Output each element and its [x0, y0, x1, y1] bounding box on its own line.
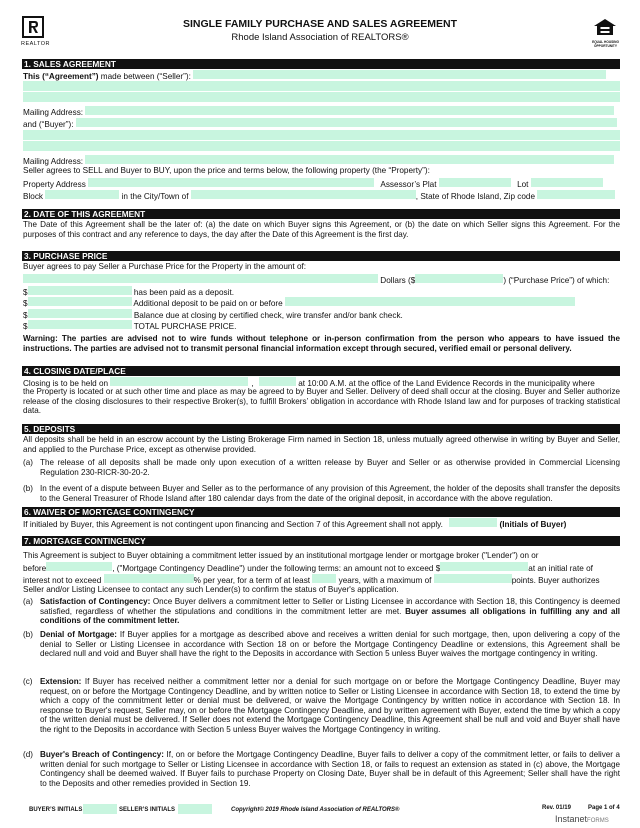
- additional-deposit-row: [23, 297, 620, 309]
- item-d-label: (d): [23, 750, 33, 759]
- additional-deposit-date-field[interactable]: [285, 297, 575, 306]
- dollars-label: Dollars ($: [380, 276, 416, 285]
- item-a-text: [40, 597, 620, 626]
- waiver-initials-label: (Initials of Buyer): [499, 520, 567, 529]
- breach-text: If, on or before the Mortgage Contingency Deadline, Buyer fails to deliver a copy of the commitment letter, or fails to deliver a written denial for such mortgage to Seller or Listing Licensee in accordance with Section 18, or fails to request an extension as stated in (c) above, the Mortgage Contingency shall be deemed waived. If Buyer fails to purchase Property on Closing Date, Buyer shall be in default of this Agreement; Seller shall have the right to the Deposits and other remedies provided in Section 19.: [40, 750, 621, 788]
- item-a-text: The release of all deposits shall be made only upon execution of a written release by Buyer and Seller or as otherwise provided in Commercial Licensing Regulation 230-RICR-30-20-2.: [40, 458, 620, 477]
- closing-comma: ,: [251, 379, 254, 388]
- seller-label: made between (“Seller”):: [98, 72, 191, 81]
- section-6-heading: 6. WAIVER OF MORTGAGE CONTINGENCY: [22, 507, 620, 517]
- waiver-text: If initialed by Buyer, this Agreement is not contingent upon financing and Section 7 of this Agreement shall not apply.: [23, 520, 443, 529]
- section-7-heading: 7. MORTGAGE CONTINGENCY: [22, 536, 620, 546]
- form-title: SINGLE FAMILY PURCHASE AND SALES AGREEMENT: [182, 18, 457, 30]
- instanet-logo-b: FORMS: [587, 818, 609, 824]
- initial-rate-label: at an initial rate of: [528, 564, 593, 573]
- mortgage-item-b: [23, 630, 620, 659]
- seller-mailing-label: Mailing Address:: [23, 108, 84, 117]
- deposits-item-b: [23, 484, 620, 503]
- plat-field[interactable]: [439, 178, 511, 187]
- revision: Rev. 01/19: [542, 805, 571, 811]
- item-b-label: (b): [23, 630, 33, 639]
- buyer-label: and (“Buyer”):: [23, 120, 74, 129]
- extension-title: Extension:: [40, 677, 82, 686]
- sellers-initials-label: SELLER’S INITIALS: [119, 807, 176, 813]
- balance-field[interactable]: [28, 309, 132, 318]
- buyer-name-field[interactable]: [76, 118, 617, 127]
- buyer-row: [23, 118, 620, 130]
- mortgage-authorize-text: Seller and/or Listing Licensee to contact any such Lender(s) to confirm the status of Buyer's application.: [23, 585, 399, 594]
- property-address-label: Property Address: [23, 180, 86, 189]
- lot-field[interactable]: [531, 178, 603, 187]
- closing-year-field[interactable]: [259, 377, 296, 386]
- mortgage-deadline-field[interactable]: [46, 562, 112, 571]
- section-4-heading: 4. CLOSING DATE/PLACE: [22, 366, 620, 376]
- deposit-label: has been paid as a deposit.: [133, 288, 234, 297]
- item-a-label: (a): [23, 597, 33, 606]
- block-row: [23, 190, 620, 202]
- before-label: before: [23, 564, 47, 573]
- city-field[interactable]: [191, 190, 416, 199]
- closing-time-text: at 10:00 A.M. at the office of the Land Evidence Records in the municipality where: [298, 379, 595, 388]
- max-points-field[interactable]: [434, 574, 512, 583]
- agreement-label: This (“Agreement”): [23, 72, 99, 81]
- seller-mailing-row: [23, 106, 620, 118]
- total-row: [23, 320, 620, 332]
- satisfaction-bold: Buyer assumes all obligations in fulfilling any and all conditions of the commitment letter.: [40, 606, 620, 626]
- purchase-price-label: ) (“Purchase Price”) of which:: [503, 276, 610, 285]
- buyers-initials-field[interactable]: [83, 804, 117, 814]
- buyers-initials-label: BUYER’S INITIALS: [29, 807, 83, 813]
- buyer-mailing-field[interactable]: [85, 155, 614, 164]
- city-label: in the City/Town of: [121, 192, 189, 201]
- seller-mailing-field[interactable]: [85, 106, 614, 115]
- denial-text: If Buyer applies for a mortgage as described above and receives a written denial for such mortgage, then, upon delivering a copy of the denial to Seller or Listing Licensee in accordance with Section 18 on or before the Mortgage Contingency Deadline or extensions, this Agreement shall be declared null and void and Buyer shall have the right to the Deposits in accordance with Section 5 unless Buyer waives the mortgage contingency in writing.: [40, 630, 620, 659]
- seller-name-field-2[interactable]: [23, 81, 620, 91]
- loan-amount-field[interactable]: [440, 562, 528, 571]
- instanet-logo-a: Instanet: [555, 814, 588, 824]
- buyer-name-field-3[interactable]: [23, 141, 620, 151]
- purchase-intro: Buyer agrees to pay Seller a Purchase Price for the Property in the amount of:: [23, 262, 307, 271]
- mortgage-item-d: [23, 750, 620, 788]
- total-label: TOTAL PURCHASE PRICE.: [133, 322, 237, 331]
- eho-caption: EQUAL HOUSING OPPORTUNITY: [592, 40, 619, 48]
- section-3-heading: 3. PURCHASE PRICE: [22, 251, 620, 261]
- dollar-sign: $: [23, 299, 28, 308]
- form-subtitle: Rhode Island Association of REALTORS®: [231, 32, 409, 43]
- block-field[interactable]: [45, 190, 119, 199]
- interest-rate-field[interactable]: [104, 574, 194, 583]
- item-a-label: (a): [23, 458, 33, 467]
- extension-text: If Buyer has received neither a commitment letter nor a denial for such mortgage on or before the Mortgage Contingency Deadline, Buyer may request, on or before the Mortgage Contingency Deadline, and by written notice to Seller or Listing Licensee in accordance with Section 18, to extend the time by which a copy of the commitment letter or denial must be delivered, or waive the Mortgage Contingency by written notice in accordance with Section 18. In response to Buyer's request, Seller may, on or before the Mortgage Contingency Deadline, and by written agreement with Buyer, extend the time by which a copy of the written denial must be delivered. If Seller does not extend the Mortgage Contingency Deadline, this Agreement shall be null and void and Buyer shall have the right to the Deposits in accordance with Section 5 unless Buyer waives the Mortgage Contingency in writing.: [40, 677, 620, 734]
- wire-warning: Warning: The parties are advised not to wire funds without telephone or in-person confirmation from the person who appears to have issued the instructions. The parties are advised not to transmit personal financial information except through secured, verified email or personal delivery.: [23, 334, 620, 353]
- deposit-amount-field[interactable]: [28, 286, 132, 295]
- item-b-text: [40, 630, 620, 659]
- points-label: points. Buyer authorizes: [511, 576, 600, 585]
- item-d-text: [40, 750, 620, 788]
- satisfaction-title: Satisfaction of Contingency:: [40, 597, 151, 606]
- per-year-label: % per year, for a term of at least: [193, 576, 311, 585]
- dollar-sign: $: [23, 288, 28, 297]
- price-number-field[interactable]: [415, 274, 503, 283]
- section-2-text: The Date of this Agreement shall be the later of: (a) the date on which Buyer signs this Agreement, or (b) the date on which Seller signs this Agreement. For the purposes of this contract and any reference to days, the day after the Date of this Agreement is the first day.: [23, 220, 620, 239]
- copyright: Copyright© 2019 Rhode Island Association of REALTORS®: [231, 807, 400, 813]
- mortgage-terms-row-1: [23, 562, 620, 574]
- denial-title: Denial of Mortgage:: [40, 630, 117, 639]
- breach-title: Buyer's Breach of Contingency:: [40, 750, 164, 759]
- item-c-label: (c): [23, 677, 33, 686]
- sell-buy-text: Seller agrees to SELL and Buyer to BUY, upon the price and terms below, the following property (the “Property”):: [23, 166, 430, 175]
- balance-label: Balance due at closing by certified check, wire transfer and/or bank check.: [133, 311, 403, 320]
- assessor-plat-label: Assessor’s Plat: [380, 180, 437, 189]
- additional-deposit-field[interactable]: [28, 297, 132, 306]
- section-2-heading: 2. DATE OF THIS AGREEMENT: [22, 209, 620, 219]
- seller-name-field[interactable]: [193, 70, 606, 79]
- term-years-field[interactable]: [312, 574, 336, 583]
- deposits-item-a: [23, 458, 620, 477]
- zip-field[interactable]: [537, 190, 615, 199]
- price-words-field[interactable]: [23, 274, 378, 283]
- waiver-row: [23, 518, 620, 530]
- item-c-text: [40, 677, 620, 735]
- seller-name-field-3[interactable]: [23, 92, 620, 102]
- deposits-text: All deposits shall be held in an escrow account by the Listing Brokerage Firm named in Section 18, unless mutually agreed otherwise in writing by Buyer and Seller, and applied to the Purchase Price, except as otherwise provided.: [23, 435, 620, 454]
- mortgage-intro: This Agreement is subject to Buyer obtaining a commitment letter issued by an institutional mortgage lender or mortgage broker ("Lender") on or: [23, 551, 539, 560]
- dollar-sign: $: [23, 311, 28, 320]
- closing-lead: Closing is to be held on: [23, 379, 109, 388]
- property-address-field[interactable]: [88, 178, 374, 187]
- item-b-text: In the event of a dispute between Buyer and Seller as to the performance of any provision of this Agreement, the holder of the deposits shall transfer the deposits to the General Treasurer of Rhode Island after 180 calendar days from the date of the original deposit, in accordance with the above regulation.: [40, 484, 620, 503]
- equal-housing-icon: [592, 18, 618, 38]
- buyer-name-field-2[interactable]: [23, 130, 620, 140]
- block-label: Block: [23, 192, 44, 201]
- purchase-price-row: [23, 274, 620, 286]
- closing-date-field[interactable]: [110, 377, 248, 386]
- page-number: Page 1 of 4: [588, 805, 620, 811]
- sellers-initials-field[interactable]: [178, 804, 212, 814]
- instanet-logo: [555, 814, 609, 824]
- buyer-mailing-label: Mailing Address:: [23, 157, 84, 166]
- lot-label: Lot: [517, 180, 529, 189]
- property-address-row: [23, 178, 620, 190]
- waiver-initials-field[interactable]: [449, 518, 497, 527]
- closing-text: the Property is located or at such other time and place as may be agreed to by Buyer and Seller. Delivery of deed shall occur at the closing. Buyer and Seller authorize release of the closing disclosures to their respective Broker(s), to fulfill Brokers’ obligation in accordance with Rhode Island law and for purposes of tracking statistical data.: [23, 387, 620, 416]
- state-zip-label: , State of Rhode Island, Zip code: [415, 192, 536, 201]
- section-5-heading: 5. DEPOSITS: [22, 424, 620, 434]
- dollar-sign: $: [23, 322, 28, 331]
- mortgage-item-c: [23, 677, 620, 735]
- satisfaction-text: Once Buyer delivers a commitment letter to Seller or Listing Licensee in accordance with Section 18, this Contingency is deemed satisfied, regardless of whether the stipulations and conditions in the commitment letter are met.: [40, 597, 620, 616]
- additional-deposit-label: Additional deposit to be paid on or before: [133, 299, 283, 308]
- deadline-text: , ("Mortgage Contingency Deadline") under the following terms: an amount not to exceed $: [112, 564, 441, 573]
- mortgage-item-a: [23, 597, 620, 626]
- item-b-label: (b): [23, 484, 33, 493]
- section-1-heading: 1. SALES AGREEMENT: [22, 59, 620, 69]
- logo-caption: REALTOR: [21, 41, 50, 47]
- interest-label: interest not to exceed: [23, 576, 102, 585]
- years-label: years, with a maximum of: [338, 576, 432, 585]
- total-field[interactable]: [28, 320, 132, 329]
